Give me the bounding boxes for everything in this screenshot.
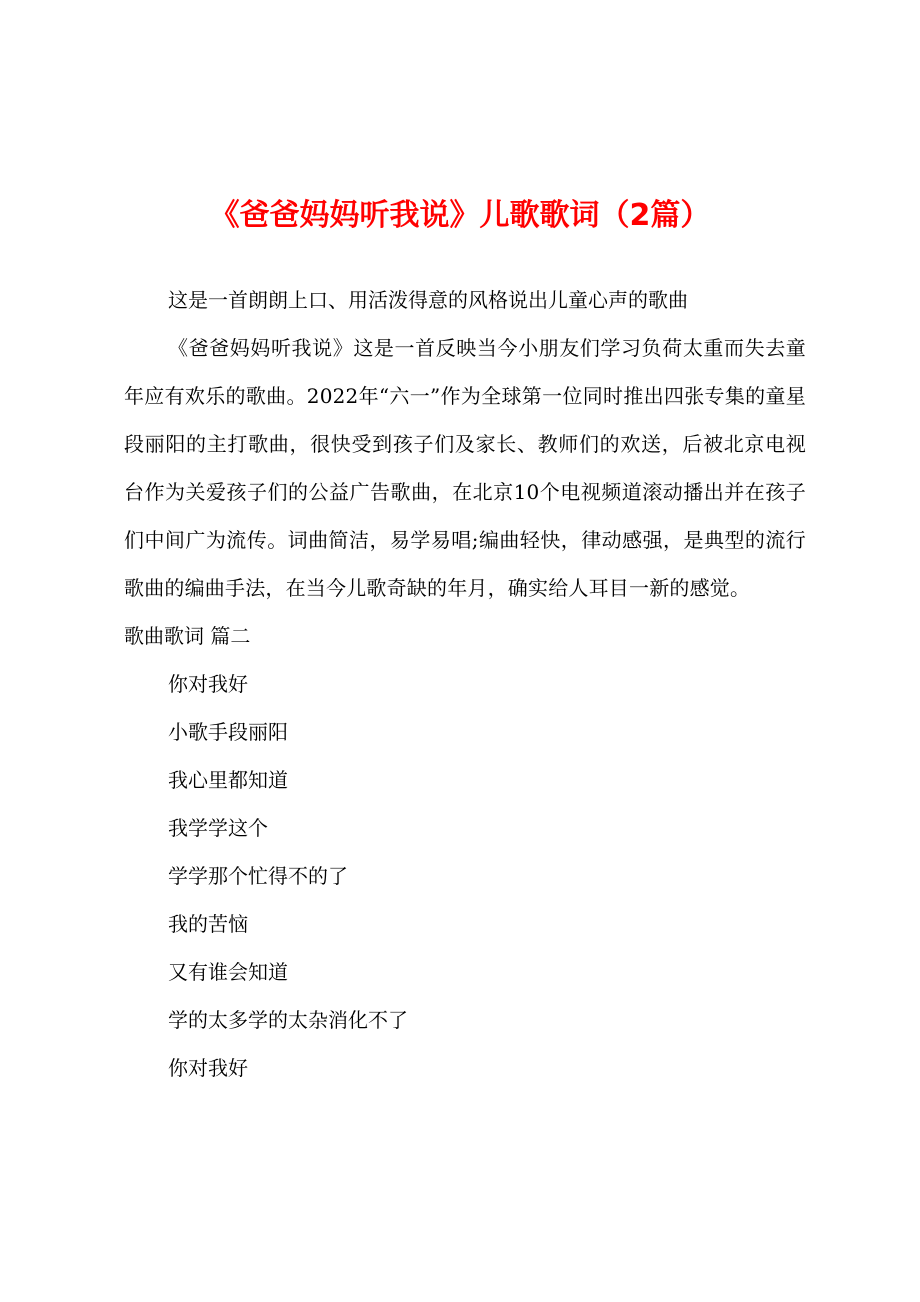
document-body bbox=[124, 276, 806, 1092]
lyric-line: 你对我好 bbox=[168, 672, 248, 696]
description-paragraph: 《爸爸妈妈听我说》这是一首反映当今小朋友们学习负荷太重而失去童年应有欢乐的歌曲。2022年“六一”作为全球第一位同时推出四张专集的童星段丽阳的主打歌曲，很快受到孩子们及家长、教师们的欢送，后被北京电视台作为关爱孩子们的公益广告歌曲，在北京10个电视频道滚动播出并在孩子们中间广为流传。词曲简洁，易学易唱;编曲轻快，律动感强，是典型的流行歌曲的编曲手法，在当今儿歌奇缺的年月，确实给人耳目一新的感觉。 bbox=[124, 336, 806, 600]
lyric-line: 我学学这个 bbox=[168, 816, 268, 840]
lyric-line: 学学那个忙得不的了 bbox=[168, 864, 348, 888]
lyric-line: 我的苦恼 bbox=[168, 912, 248, 936]
section-heading: 歌曲歌词 篇二 bbox=[124, 624, 251, 648]
lyric-line: 我心里都知道 bbox=[168, 768, 288, 792]
lyric-line: 你对我好 bbox=[168, 1056, 248, 1080]
document-title: 《爸爸妈妈听我说》儿歌歌词（2篇） bbox=[209, 198, 711, 233]
intro-paragraph: 这是一首朗朗上口、用活泼得意的风格说出儿童心声的歌曲 bbox=[168, 288, 688, 312]
lyric-line: 学的太多学的太杂消化不了 bbox=[168, 1008, 408, 1032]
lyrics-list bbox=[124, 660, 806, 1092]
lyric-line: 又有谁会知道 bbox=[168, 960, 288, 984]
lyric-line: 小歌手段丽阳 bbox=[168, 720, 288, 744]
